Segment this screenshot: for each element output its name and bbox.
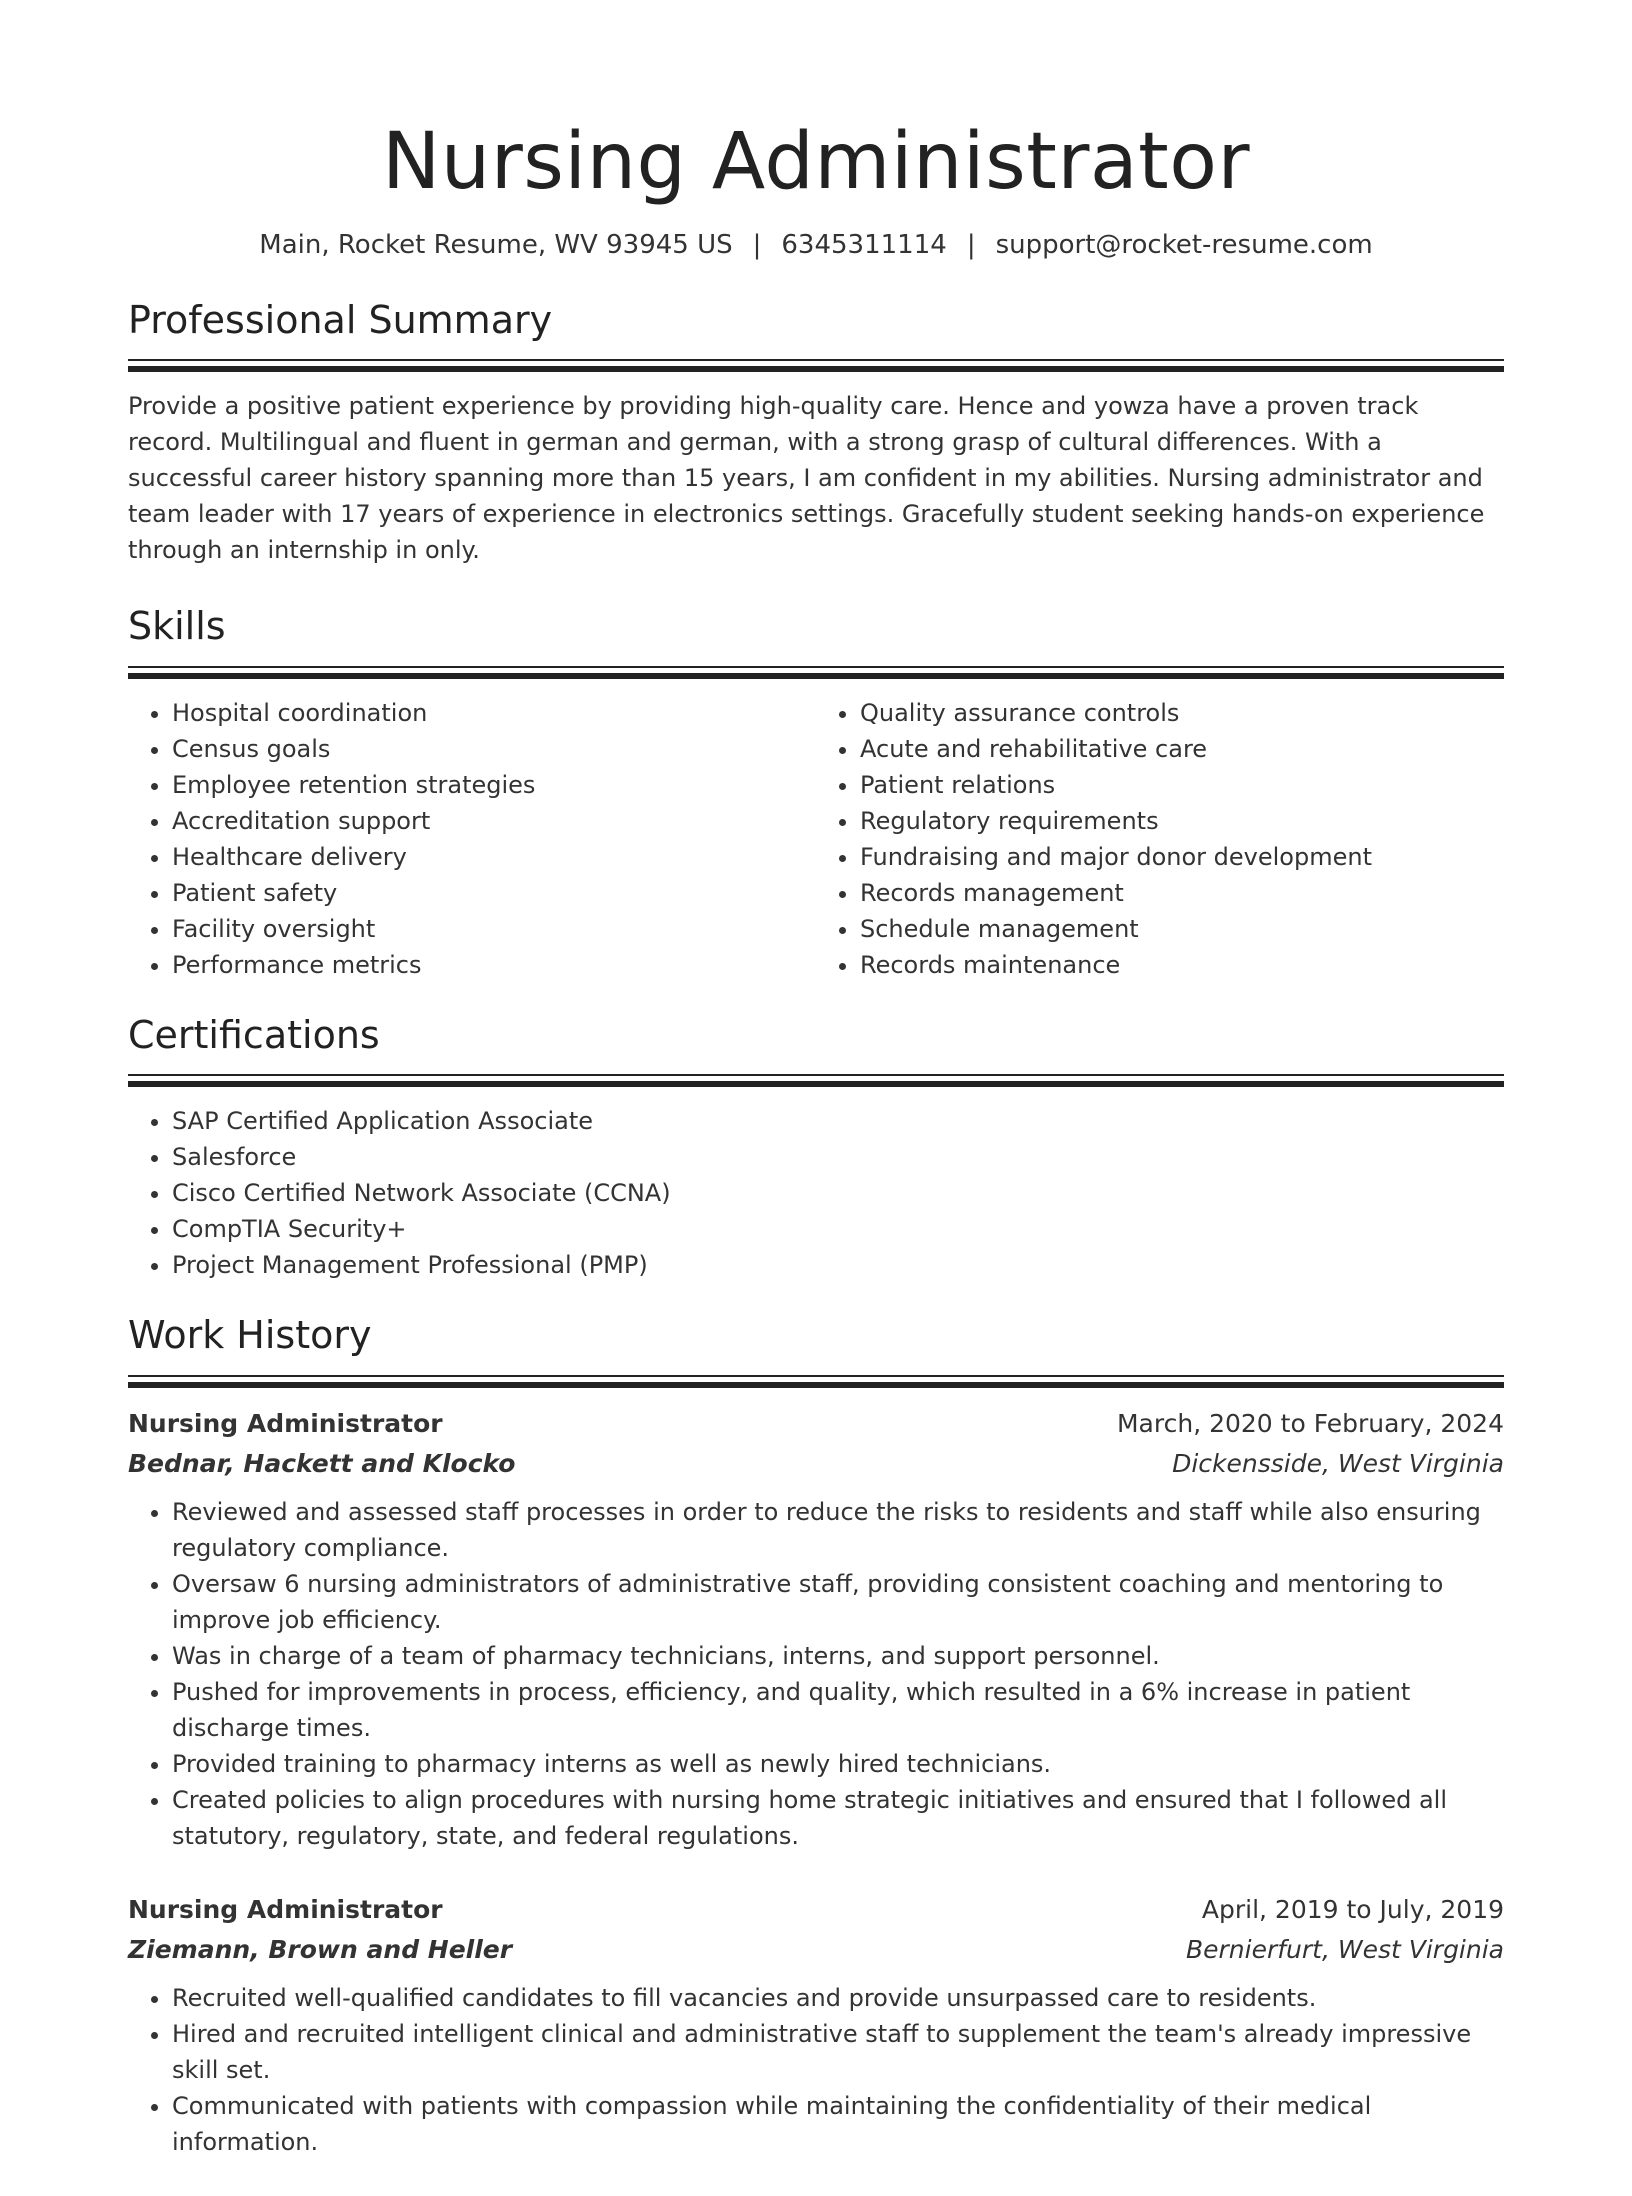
- skill-item: • Quality assurance controls: [860, 695, 1504, 731]
- skill-item: • Records management: [860, 875, 1504, 911]
- work-history-section: [128, 1313, 1504, 2160]
- job-subheader-row: [128, 1444, 1504, 1484]
- skills-heading: Skills: [128, 604, 226, 649]
- skill-item: • Performance metrics: [172, 947, 816, 983]
- skill-item: • Regulatory requirements: [860, 803, 1504, 839]
- summary-section: [128, 298, 1504, 569]
- certifications-section: [128, 1013, 1504, 1284]
- skill-item: • Accreditation support: [172, 803, 816, 839]
- summary-text: Provide a positive patient experience by providing high-quality care. Hence and yowza have a proven track record. Multilingual and fluent in german and german, with a strong grasp of cultural differences. With a successful career history spanning more than 15 years, I am confident in my abilities. Nursing administrator and team leader with 17 years of experience in electronics settings. Gracefully student seeking hands-on experience through an internship in only.: [128, 392, 1485, 565]
- job-bullet: • Recruited well-qualified candidates to fill vacancies and provide unsurpassed care to residents.: [172, 1980, 1504, 2016]
- skills-list-right: [816, 695, 1504, 983]
- summary-heading: Professional Summary: [128, 297, 553, 342]
- job-bullet: • Hired and recruited intelligent clinical and administrative staff to supplement the team's already impressive skill set.: [172, 2016, 1504, 2088]
- skill-item: • Healthcare delivery: [172, 839, 816, 875]
- job-bullet: • Provided training to pharmacy interns as well as newly hired technicians.: [172, 1746, 1504, 1782]
- job-entry: [128, 1404, 1504, 1854]
- job-dates: March, 2020 to February, 2024: [1116, 1409, 1504, 1439]
- job-location: Dickensside, West Virginia: [1172, 1449, 1504, 1479]
- skills-list-left: [128, 695, 816, 983]
- skill-item: • Census goals: [172, 731, 816, 767]
- certification-item: • Salesforce: [172, 1139, 1504, 1175]
- job-bullets: [128, 1980, 1504, 2160]
- skill-item: • Fundraising and major donor development: [860, 839, 1504, 875]
- contact-separator: |: [752, 229, 762, 260]
- contact-phone: 6345311114: [781, 229, 947, 260]
- job-company: Bednar, Hackett and Klocko: [128, 1449, 516, 1479]
- skill-item: • Records maintenance: [860, 947, 1504, 983]
- certification-item: • CompTIA Security+: [172, 1211, 1504, 1247]
- work-history-heading: Work History: [128, 1313, 372, 1358]
- certifications-heading: Certifications: [128, 1012, 380, 1057]
- contact-line: [128, 230, 1504, 260]
- job-header-row: [128, 1890, 1504, 1930]
- contact-address: Main, Rocket Resume, WV 93945 US: [259, 229, 733, 260]
- skill-item: • Facility oversight: [172, 911, 816, 947]
- certification-item: • Project Management Professional (PMP): [172, 1247, 1504, 1283]
- skill-item: • Employee retention strategies: [172, 767, 816, 803]
- job-title: Nursing Administrator: [128, 1409, 443, 1439]
- skills-grid: [128, 695, 1504, 983]
- skill-item: • Patient relations: [860, 767, 1504, 803]
- job-bullet: • Communicated with patients with compassion while maintaining the confidentiality of their medical information.: [172, 2088, 1504, 2160]
- certification-item: • Cisco Certified Network Associate (CCNA): [172, 1175, 1504, 1211]
- job-header-row: [128, 1404, 1504, 1444]
- certifications-list: [128, 1103, 1504, 1283]
- contact-email: support@rocket-resume.com: [995, 229, 1373, 260]
- job-bullets: [128, 1494, 1504, 1854]
- section-divider: [128, 1375, 1504, 1388]
- certification-item: • SAP Certified Application Associate: [172, 1103, 1504, 1139]
- contact-separator: |: [966, 229, 976, 260]
- skill-item: • Patient safety: [172, 875, 816, 911]
- job-bullet: • Reviewed and assessed staff processes in order to reduce the risks to residents and staff while also ensuring regulatory compliance.: [172, 1494, 1504, 1566]
- job-entry: [128, 1890, 1504, 2160]
- section-divider: [128, 359, 1504, 372]
- skill-item: • Hospital coordination: [172, 695, 816, 731]
- resume-name: Nursing Administrator: [381, 117, 1251, 207]
- job-subheader-row: [128, 1930, 1504, 1970]
- job-bullet: • Was in charge of a team of pharmacy technicians, interns, and support personnel.: [172, 1638, 1504, 1674]
- job-dates: April, 2019 to July, 2019: [1201, 1895, 1504, 1925]
- resume-page: [128, 0, 1504, 2196]
- job-bullet: • Created policies to align procedures with nursing home strategic initiatives and ensured that I followed all statutory, regulatory, state, and federal regulations.: [172, 1782, 1504, 1854]
- skill-item: • Schedule management: [860, 911, 1504, 947]
- job-title: Nursing Administrator: [128, 1895, 443, 1925]
- section-divider: [128, 666, 1504, 679]
- skills-section: [128, 604, 1504, 983]
- section-divider: [128, 1074, 1504, 1087]
- job-bullet: • Oversaw 6 nursing administrators of administrative staff, providing consistent coaching and mentoring to improve job efficiency.: [172, 1566, 1504, 1638]
- job-location: Bernierfurt, West Virginia: [1185, 1935, 1504, 1965]
- job-company: Ziemann, Brown and Heller: [128, 1935, 513, 1965]
- job-bullet: • Pushed for improvements in process, efficiency, and quality, which resulted in a 6% increase in patient discharge times.: [172, 1674, 1504, 1746]
- skill-item: • Acute and rehabilitative care: [860, 731, 1504, 767]
